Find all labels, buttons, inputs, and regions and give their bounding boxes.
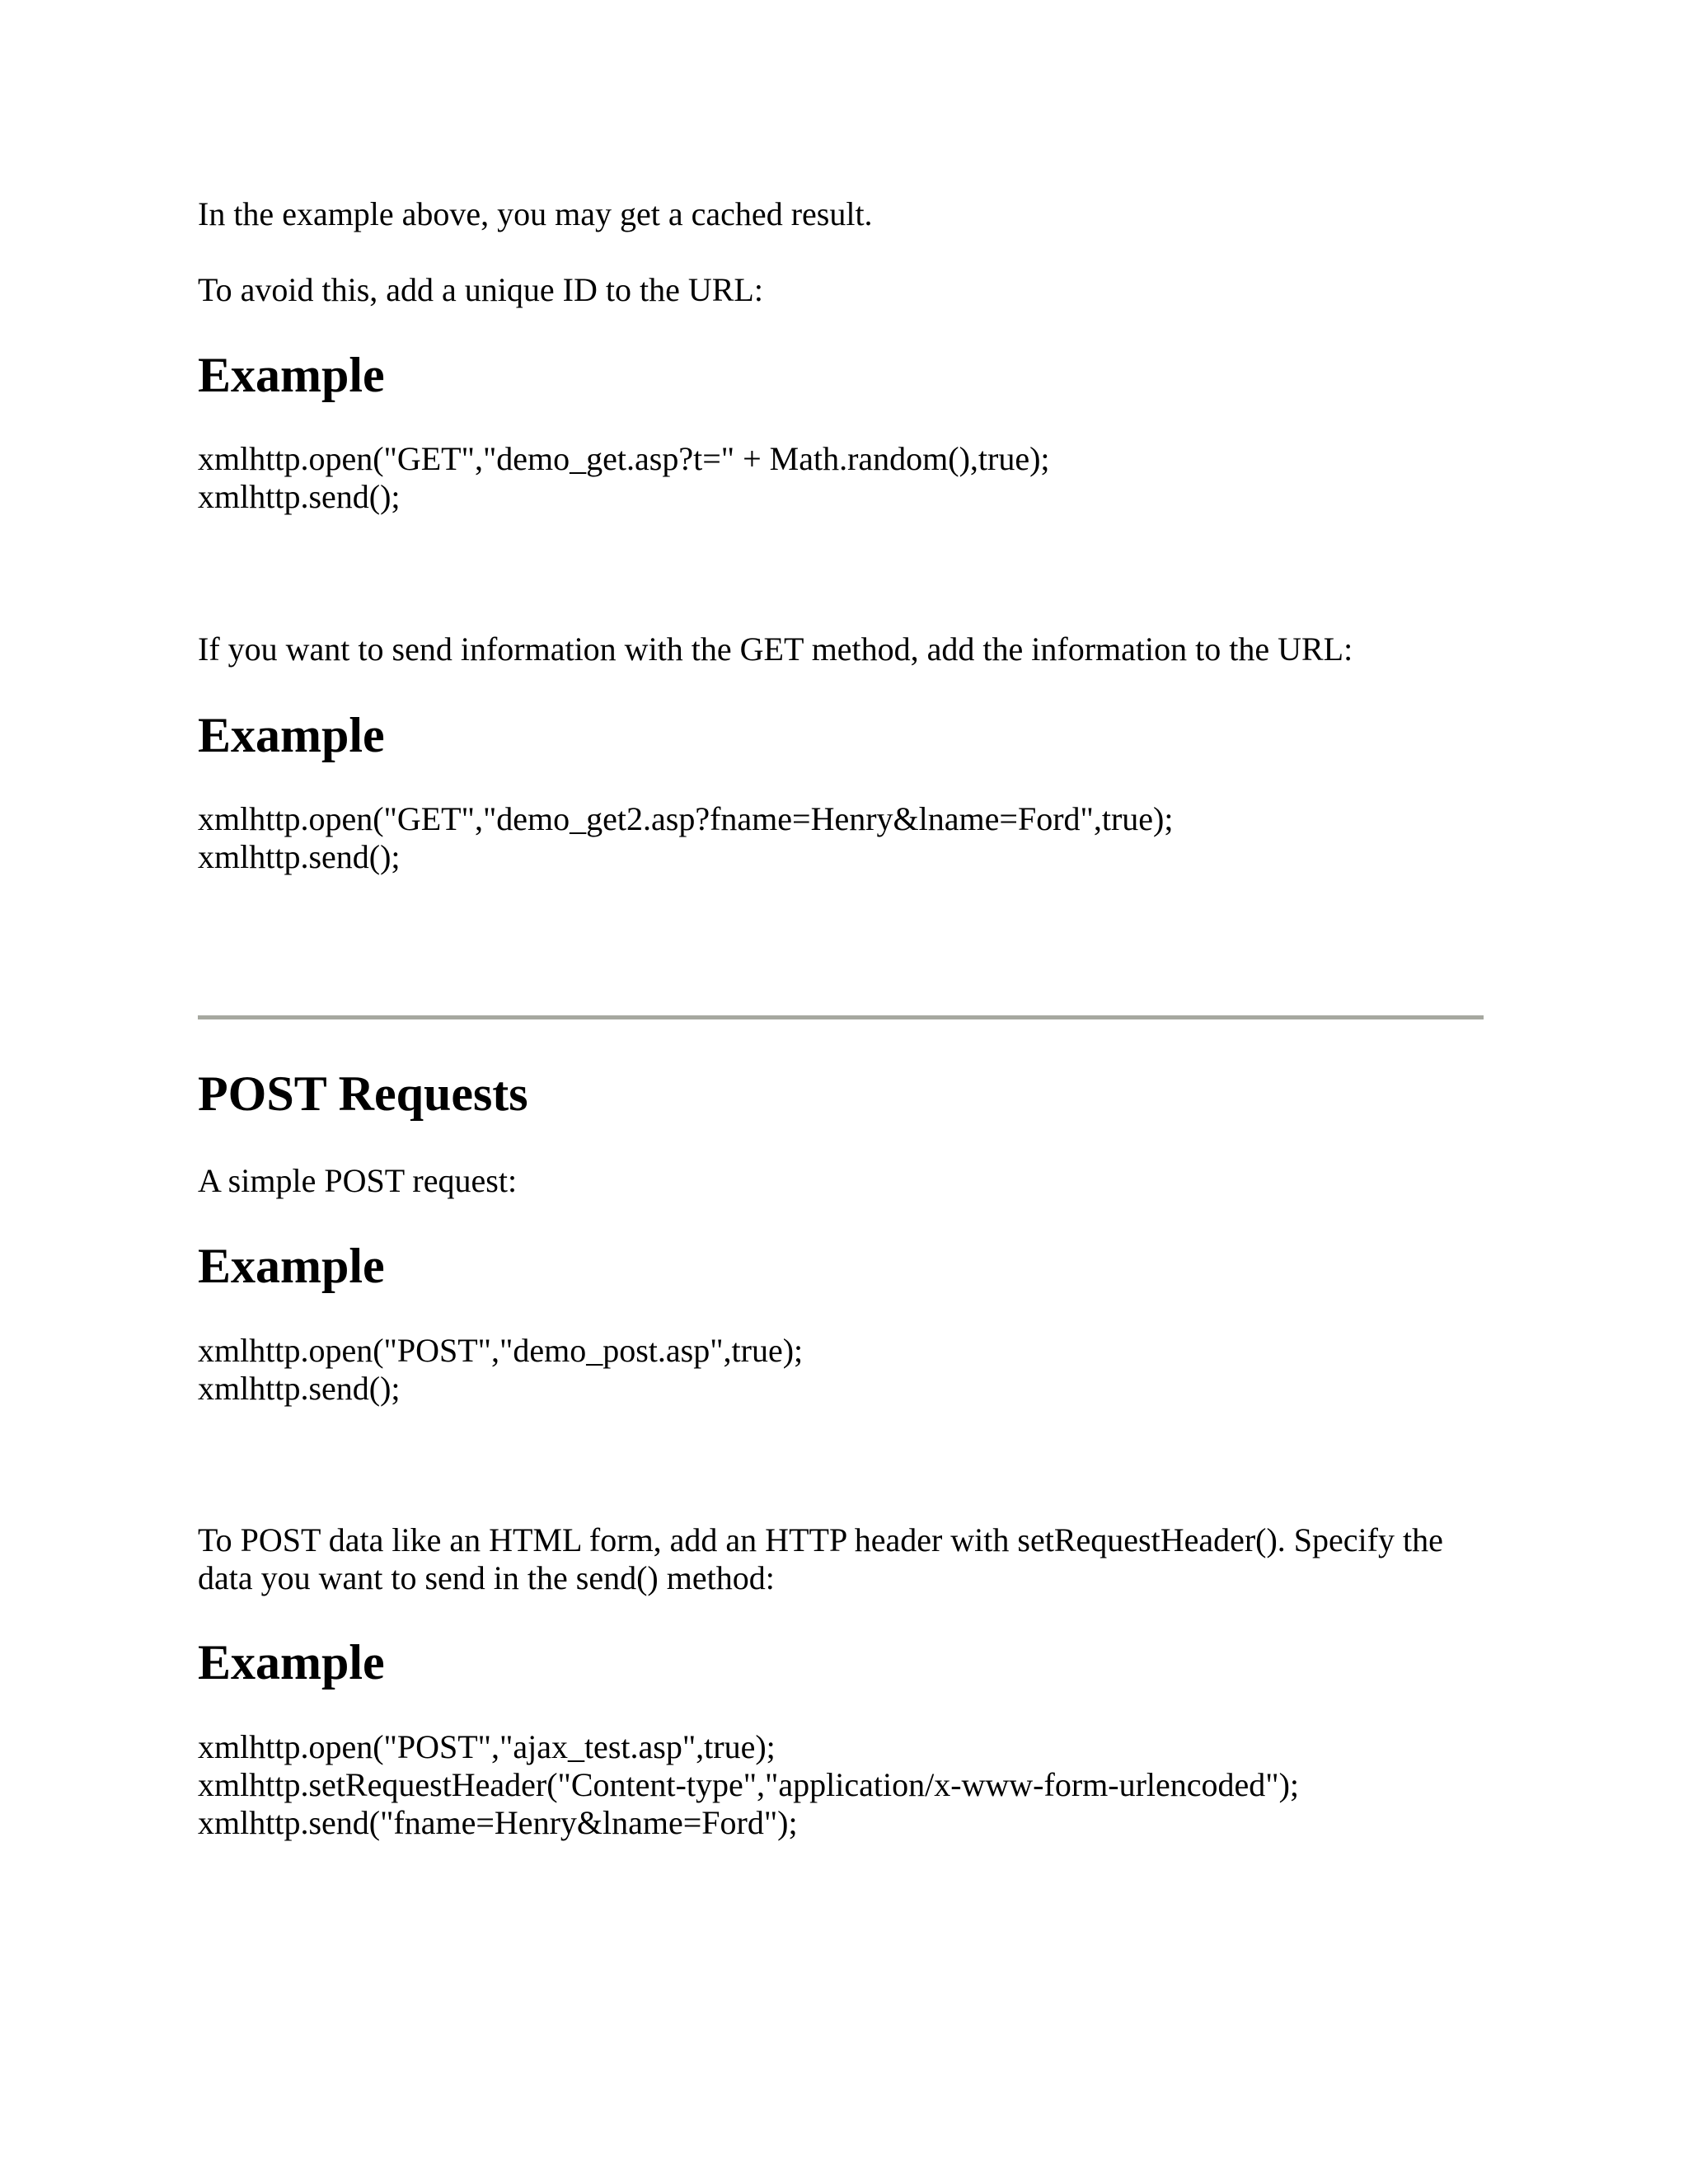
- code-example-3: [198, 1332, 803, 1408]
- example-heading-3: Example: [198, 1239, 385, 1293]
- post-requests-title: POST Requests: [198, 1066, 528, 1121]
- code-line: xmlhttp.send();: [198, 478, 401, 515]
- code-line: xmlhttp.setRequestHeader("Content-type","application/x-www-form-urlencoded");: [198, 1766, 1300, 1803]
- code-example-2: [198, 800, 1173, 876]
- code-line: xmlhttp.open("GET","demo_get2.asp?fname=Henry&lname=Ford",true);: [198, 800, 1174, 837]
- code-line: xmlhttp.open("POST","ajax_test.asp",true);: [198, 1728, 776, 1765]
- unique-id-text: To avoid this, add a unique ID to the URL:: [198, 271, 763, 308]
- example-heading-1: Example: [198, 348, 385, 402]
- code-line: xmlhttp.send("fname=Henry&lname=Ford");: [198, 1804, 798, 1841]
- cached-result-text: In the example above, you may get a cached result.: [198, 195, 873, 232]
- horizontal-divider: [198, 1015, 1484, 1019]
- code-example-4: [198, 1728, 1299, 1842]
- example-heading-2: Example: [198, 708, 385, 762]
- code-example-1: [198, 440, 1050, 516]
- code-line: xmlhttp.send();: [198, 1370, 401, 1407]
- get-info-text: If you want to send information with the GET method, add the information to the URL:: [198, 630, 1353, 668]
- code-line: xmlhttp.open("GET","demo_get.asp?t=" + Math.random(),true);: [198, 440, 1050, 477]
- post-form-text-line: data you want to send in the send() method:: [198, 1559, 775, 1596]
- post-form-text-line: To POST data like an HTML form, add an HTTP header with setRequestHeader(). Specify the: [198, 1521, 1443, 1558]
- simple-post-text: A simple POST request:: [198, 1162, 518, 1199]
- code-line: xmlhttp.open("POST","demo_post.asp",true);: [198, 1332, 804, 1369]
- post-form-text: [198, 1521, 1443, 1597]
- code-line: xmlhttp.send();: [198, 838, 401, 875]
- example-heading-4: Example: [198, 1635, 385, 1690]
- document-page: [198, 0, 1484, 2184]
